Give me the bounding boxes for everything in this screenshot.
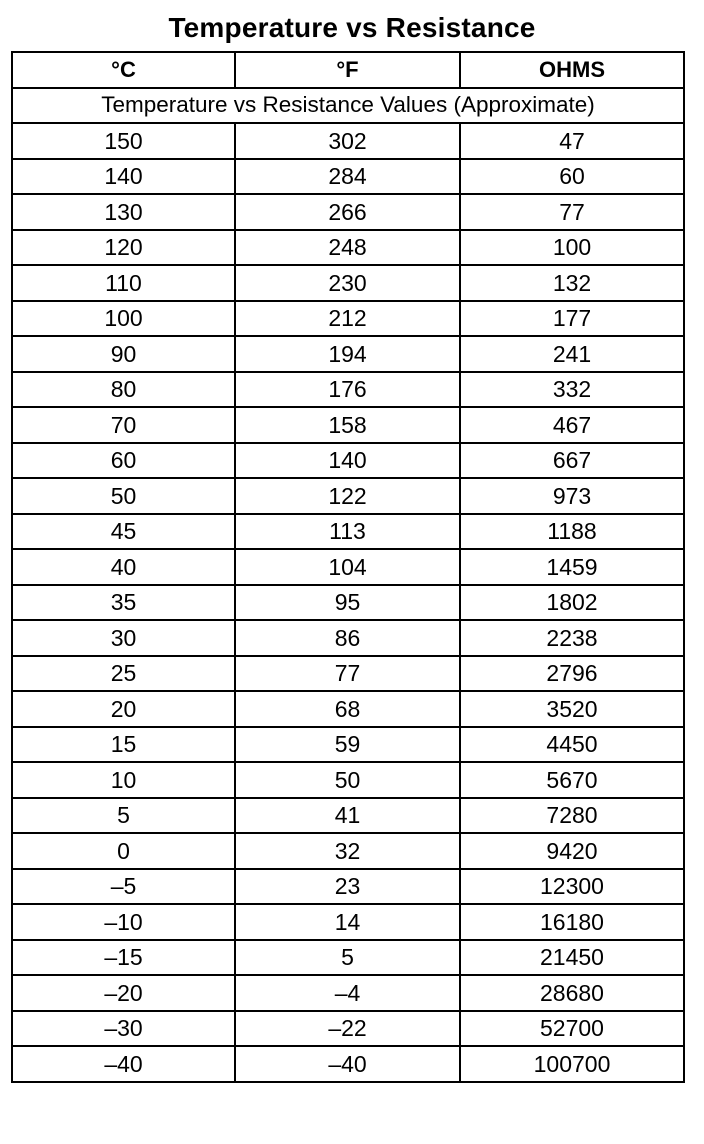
celsius-cell: 50 (12, 478, 235, 514)
fahrenheit-cell: 248 (235, 230, 460, 266)
fahrenheit-cell: 194 (235, 336, 460, 372)
ohms-cell: 60 (460, 159, 684, 195)
celsius-cell: –30 (12, 1011, 235, 1047)
fahrenheit-cell: 122 (235, 478, 460, 514)
table-row (12, 904, 684, 940)
table-row (12, 478, 684, 514)
ohms-cell: 52700 (460, 1011, 684, 1047)
table-row (12, 265, 684, 301)
fahrenheit-cell: 68 (235, 691, 460, 727)
ohms-cell: 16180 (460, 904, 684, 940)
table-row (12, 1046, 684, 1082)
fahrenheit-cell: 95 (235, 585, 460, 621)
celsius-cell: –20 (12, 975, 235, 1011)
table-row (12, 798, 684, 834)
fahrenheit-cell: 5 (235, 940, 460, 976)
table-row (12, 194, 684, 230)
fahrenheit-cell: 302 (235, 123, 460, 159)
celsius-cell: 20 (12, 691, 235, 727)
fahrenheit-cell: 32 (235, 833, 460, 869)
celsius-cell: 60 (12, 443, 235, 479)
fahrenheit-cell: 284 (235, 159, 460, 195)
fahrenheit-cell: 77 (235, 656, 460, 692)
celsius-cell: 10 (12, 762, 235, 798)
fahrenheit-cell: 140 (235, 443, 460, 479)
table-body (12, 123, 684, 1082)
table-row (12, 301, 684, 337)
ohms-cell: 132 (460, 265, 684, 301)
celsius-cell: 35 (12, 585, 235, 621)
ohms-cell: 4450 (460, 727, 684, 763)
table-row (12, 762, 684, 798)
ohms-cell: 1802 (460, 585, 684, 621)
fahrenheit-cell: 86 (235, 620, 460, 656)
fahrenheit-cell: 104 (235, 549, 460, 585)
celsius-cell: 15 (12, 727, 235, 763)
header-row (12, 52, 684, 88)
ohms-cell: 12300 (460, 869, 684, 905)
celsius-cell: 130 (12, 194, 235, 230)
subtitle-row (12, 88, 684, 124)
celsius-cell: 45 (12, 514, 235, 550)
ohms-cell: 467 (460, 407, 684, 443)
celsius-cell: 25 (12, 656, 235, 692)
table-row (12, 336, 684, 372)
ohms-cell: 77 (460, 194, 684, 230)
fahrenheit-cell: 158 (235, 407, 460, 443)
ohms-cell: 9420 (460, 833, 684, 869)
table-row (12, 940, 684, 976)
ohms-cell: 241 (460, 336, 684, 372)
table-row (12, 869, 684, 905)
fahrenheit-cell: –40 (235, 1046, 460, 1082)
page-title: Temperature vs Resistance (168, 12, 536, 43)
header-celsius: °C (12, 52, 235, 88)
table-row (12, 1011, 684, 1047)
celsius-cell: 0 (12, 833, 235, 869)
ohms-cell: 2796 (460, 656, 684, 692)
celsius-cell: 120 (12, 230, 235, 266)
ohms-cell: 1459 (460, 549, 684, 585)
fahrenheit-cell: 266 (235, 194, 460, 230)
table-row (12, 230, 684, 266)
celsius-cell: 140 (12, 159, 235, 195)
table-row (12, 407, 684, 443)
table-row (12, 585, 684, 621)
fahrenheit-cell: 113 (235, 514, 460, 550)
celsius-cell: 70 (12, 407, 235, 443)
ohms-cell: 2238 (460, 620, 684, 656)
header-ohms: OHMS (460, 52, 684, 88)
resistance-table (11, 51, 685, 1083)
table-row (12, 159, 684, 195)
ohms-cell: 7280 (460, 798, 684, 834)
table-row (12, 443, 684, 479)
celsius-cell: 30 (12, 620, 235, 656)
fahrenheit-cell: 23 (235, 869, 460, 905)
ohms-cell: 667 (460, 443, 684, 479)
fahrenheit-cell: 212 (235, 301, 460, 337)
celsius-cell: –15 (12, 940, 235, 976)
table-row (12, 123, 684, 159)
ohms-cell: 100700 (460, 1046, 684, 1082)
celsius-cell: 5 (12, 798, 235, 834)
ohms-cell: 973 (460, 478, 684, 514)
table-row (12, 727, 684, 763)
ohms-cell: 3520 (460, 691, 684, 727)
ohms-cell: 332 (460, 372, 684, 408)
ohms-cell: 21450 (460, 940, 684, 976)
ohms-cell: 5670 (460, 762, 684, 798)
table-row (12, 549, 684, 585)
ohms-cell: 177 (460, 301, 684, 337)
celsius-cell: –5 (12, 869, 235, 905)
fahrenheit-cell: 14 (235, 904, 460, 940)
ohms-cell: 1188 (460, 514, 684, 550)
fahrenheit-cell: –22 (235, 1011, 460, 1047)
ohms-cell: 47 (460, 123, 684, 159)
ohms-cell: 28680 (460, 975, 684, 1011)
celsius-cell: 150 (12, 123, 235, 159)
celsius-cell: –10 (12, 904, 235, 940)
table-row (12, 656, 684, 692)
table-row (12, 514, 684, 550)
celsius-cell: 110 (12, 265, 235, 301)
table-row (12, 620, 684, 656)
fahrenheit-cell: –4 (235, 975, 460, 1011)
ohms-cell: 100 (460, 230, 684, 266)
fahrenheit-cell: 176 (235, 372, 460, 408)
header-fahrenheit: °F (235, 52, 460, 88)
fahrenheit-cell: 41 (235, 798, 460, 834)
table-row (12, 975, 684, 1011)
table-row (12, 691, 684, 727)
celsius-cell: 100 (12, 301, 235, 337)
celsius-cell: –40 (12, 1046, 235, 1082)
celsius-cell: 80 (12, 372, 235, 408)
fahrenheit-cell: 50 (235, 762, 460, 798)
fahrenheit-cell: 230 (235, 265, 460, 301)
table-row (12, 833, 684, 869)
celsius-cell: 40 (12, 549, 235, 585)
celsius-cell: 90 (12, 336, 235, 372)
table-subtitle: Temperature vs Resistance Values (Approximate) (12, 88, 684, 124)
table-row (12, 372, 684, 408)
fahrenheit-cell: 59 (235, 727, 460, 763)
